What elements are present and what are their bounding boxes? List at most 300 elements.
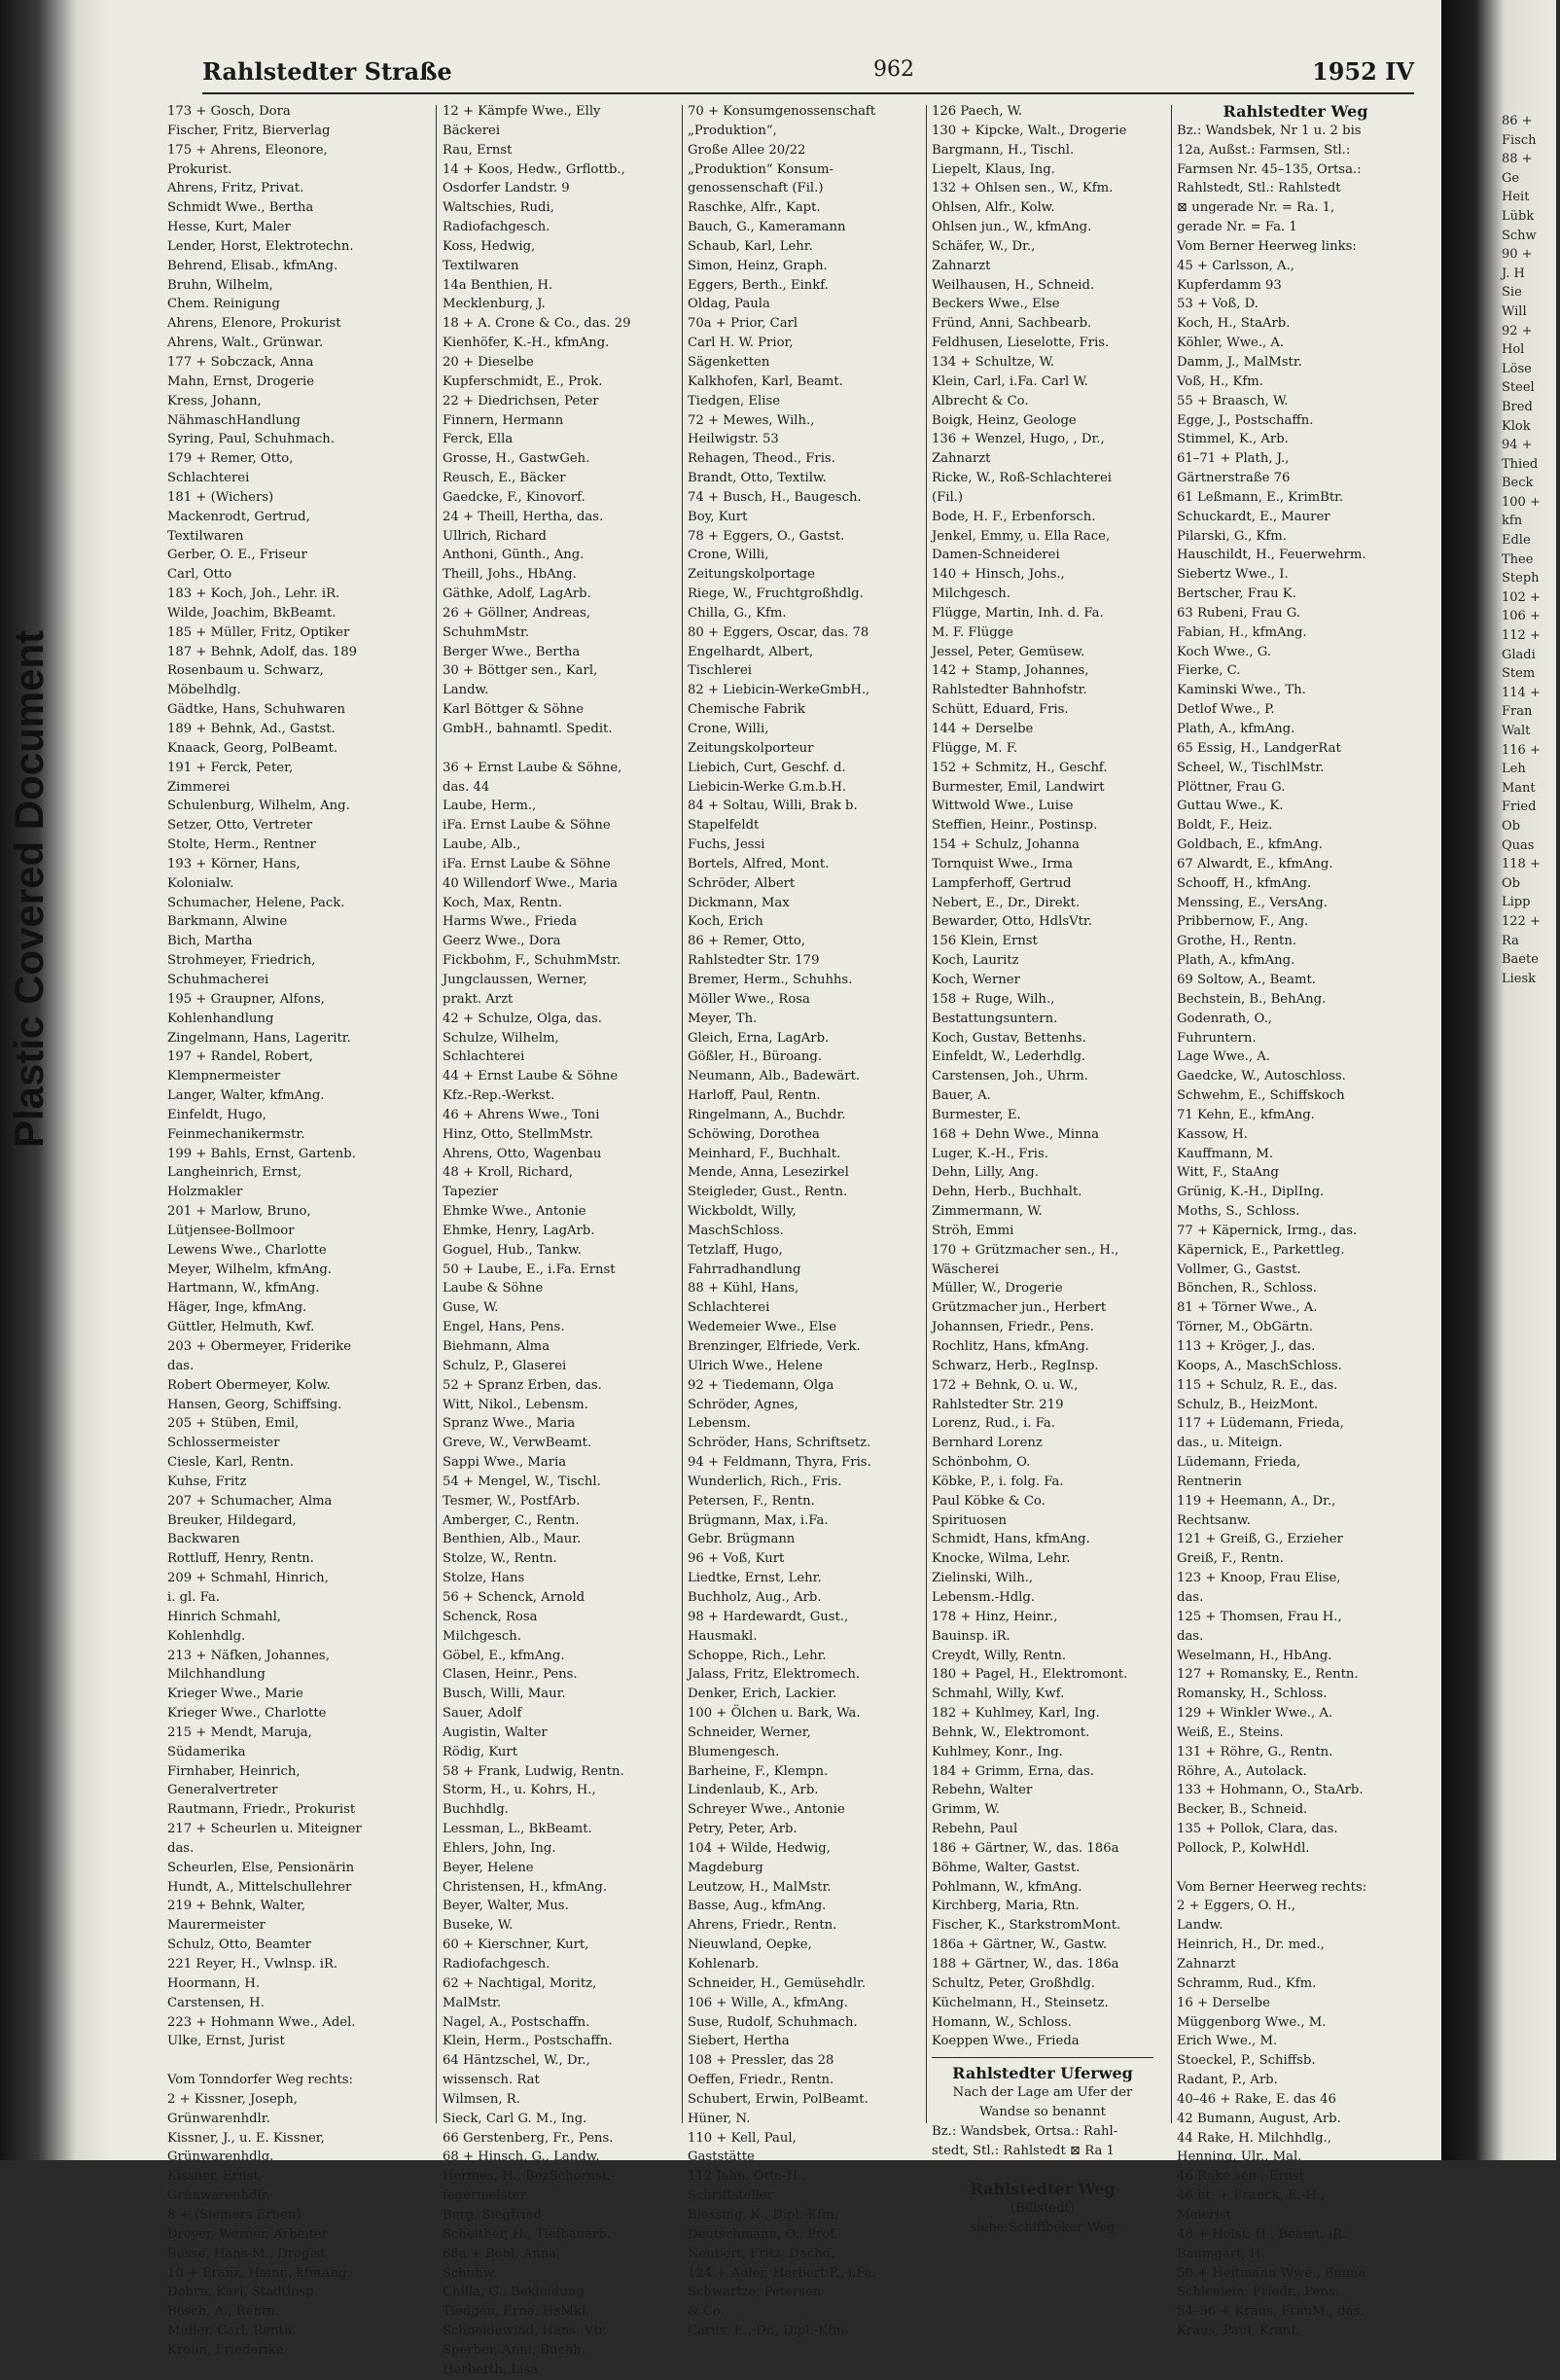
directory-entry: Petry, Peter, Arb. [688, 1822, 798, 1837]
directory-entry: Creydt, Willy, Rentn. [932, 1648, 1067, 1663]
directory-entry: Ehmke Wwe., Antonie [443, 1204, 586, 1220]
directory-entry: Lütjensee-Bollmoor [167, 1223, 295, 1238]
directory-entry: Wilmsen, R. [443, 2091, 520, 2107]
directory-entry: Kohlenarb. [688, 1957, 760, 1971]
directory-entry: 48 + Kroll, Richard, [443, 1165, 573, 1181]
directory-entry: Rödig, Kurt [443, 1744, 518, 1759]
directory-entry: Bortels, Alfred, Mont. [688, 856, 830, 871]
adjacent-entry-fragment: J. H [1502, 266, 1525, 281]
adjacent-entry-fragment: Stem [1502, 666, 1536, 682]
street-heading: Rahlstedter Uferweg [952, 2064, 1133, 2083]
directory-entry: Ahrens, Friedr., Rentn. [688, 1918, 837, 1934]
directory-entry: Schwehm, E., Schiffskoch [1177, 1088, 1345, 1104]
directory-entry: Ferck, Ella [443, 432, 514, 447]
directory-entry: Bewarder, Otto, HdlsVtr. [932, 914, 1092, 930]
directory-entry: Lorenz, Rud., i. Fa. [932, 1416, 1055, 1432]
directory-entry: Greiß, F., Rentn. [1177, 1551, 1284, 1567]
page-header [202, 53, 1414, 94]
adjacent-entry-fragment: Steph [1502, 571, 1540, 586]
directory-entry: Ehmke, Henry, LagArb. [443, 1223, 595, 1238]
directory-entry: 132 + Ohlsen sen., W., Kfm. [932, 181, 1114, 196]
directory-entry: 209 + Schmahl, Hinrich, [167, 1571, 329, 1586]
directory-entry: Radiofachgesch. [443, 220, 550, 235]
directory-entry: 44 + Ernst Laube & Söhne [443, 1069, 619, 1084]
directory-entry: 8 + (Siemers Erben) [167, 2207, 301, 2222]
directory-entry: Gerber, O. E., Friseur [167, 548, 307, 563]
directory-entry: Milchgesch. [932, 586, 1010, 602]
directory-entry: Kress, Johann, [167, 393, 262, 409]
directory-entry: 42 + Schulze, Olga, das. [443, 1011, 602, 1026]
directory-entry: Ulrich Wwe., Helene [688, 1358, 823, 1373]
directory-entry: das. [1177, 1628, 1204, 1644]
adjacent-entry-fragment: Gladi [1502, 647, 1536, 662]
directory-entry: Behrend, Elisab., kfmAng. [167, 258, 338, 273]
directory-entry: Koops, A., MaschSchloss. [1177, 1358, 1342, 1373]
directory-entry: Lessman, L., BkBeamt. [443, 1822, 592, 1837]
directory-entry: 40 Willendorf Wwe., Maria [443, 875, 618, 891]
directory-entry: 156 Klein, Ernst [932, 934, 1038, 949]
directory-entry: das., u. Miteign. [1177, 1436, 1283, 1451]
directory-entry: Basse, Aug., kfmAng. [688, 1899, 827, 1914]
directory-entry: 203 + Obermeyer, Friderike [167, 1339, 352, 1354]
directory-entry: 186 + Gärtner, W., das. 186a [932, 1840, 1119, 1856]
directory-entry: Südamerika [167, 1744, 246, 1759]
directory-entry: Clasen, Heinr., Pens. [443, 1667, 578, 1683]
adjacent-entry-fragment: Ge [1502, 170, 1520, 186]
directory-entry: 154 + Schulz, Johanna [932, 837, 1080, 853]
directory-entry: Häger, Inge, kfmAng. [167, 1300, 307, 1316]
directory-entry: Hansen, Georg, Schiffsing. [167, 1397, 342, 1412]
directory-entry [1177, 1859, 1414, 1878]
directory-entry: Textilwaren [443, 258, 519, 273]
directory-entry: 68 + Hinsch, G., Landw. [443, 2149, 600, 2165]
directory-entry: Klein, Herm., Postschaffn. [443, 2034, 613, 2049]
directory-entry: Rahlstedter Bahnhofstr. [932, 683, 1087, 698]
directory-entry: 14 + Koos, Hedw., Grflottb., [443, 161, 625, 177]
column-4 [932, 102, 1153, 2235]
directory-entry: Gleich, Erna, LagArb. [688, 1030, 830, 1046]
directory-entry: Zingelmann, Hans, Lageritr. [167, 1030, 351, 1046]
directory-entry: Ricke, W., Roß-Schlachterei [932, 471, 1112, 486]
adjacent-page-text [1502, 112, 1560, 988]
directory-entry: ⊠ ungerade Nr. = Ra. 1, [1177, 200, 1335, 216]
directory-entry: Schriftsteller [688, 2188, 774, 2204]
header-street-name: Rahlstedter Straße [202, 57, 452, 86]
header-year: 1952 IV [1312, 57, 1414, 86]
street-heading: Rahlstedter Weg [1223, 102, 1368, 121]
directory-entry: 48 + Holst, H., Beamt. iR. [1177, 2226, 1347, 2242]
directory-entry: Moths, S., Schloss. [1177, 1204, 1300, 1220]
directory-entry: Biehmann, Alma [443, 1339, 550, 1354]
directory-entry: Schöwing, Dorothea [688, 1126, 820, 1142]
directory-entry: Chemische Fabrik [688, 702, 805, 718]
directory-entry: 96 + Voß, Kurt [688, 1551, 785, 1567]
directory-entry: 12a, Außst.: Farmsen, Stl.: [1177, 142, 1351, 158]
directory-entry: Hauschildt, H., Feuerwehrm. [1177, 548, 1366, 563]
directory-entry: 127 + Romansky, E., Rentn. [1177, 1667, 1359, 1683]
directory-entry: Beckers Wwe., Else [932, 297, 1060, 312]
directory-entry: Schneider, Werner, [688, 1724, 811, 1740]
directory-entry: 74 + Busch, H., Baugesch. [688, 489, 862, 505]
column-1 [167, 102, 389, 2358]
directory-entry: Weselmann, H., HbAng. [1177, 1648, 1332, 1663]
directory-entry: Fierke, C. [1177, 663, 1241, 679]
directory-entry: Ahrens, Elenore, Prokurist [167, 316, 341, 332]
directory-entry: 180 + Pagel, H., Elektromont. [932, 1667, 1128, 1683]
directory-entry: 106 + Wille, A., kfmAng. [688, 1995, 848, 2010]
adjacent-entry-fragment: 112 + [1502, 628, 1541, 644]
directory-entry: 42 Bumann, August, Arb. [1177, 2111, 1341, 2126]
directory-entry: Dehn, Herb., Buchhalt. [932, 1185, 1082, 1200]
directory-entry: Koch, H., StaArb. [1177, 316, 1291, 332]
directory-entry: Voß, H., Kfm. [1177, 373, 1263, 389]
directory-entry: Busch, Willi, Maur. [443, 1687, 566, 1702]
directory-entry: Witt, Nikol., Lebensm. [443, 1397, 588, 1412]
directory-entry: Scheel, W., TischlMstr. [1177, 760, 1325, 775]
adjacent-entry-fragment: Schw [1502, 228, 1537, 243]
directory-entry: Schwartze, Petersen [688, 2285, 822, 2300]
directory-entry: Müggenborg Wwe., M. [1177, 2014, 1327, 2030]
directory-entry: 113 + Kröger, J., das. [1177, 1339, 1316, 1354]
directory-entry: Neumann, Alb., Badewärt. [688, 1069, 861, 1084]
directory-entry: Meyer, Th. [688, 1011, 758, 1026]
directory-entry: Schleelein, Friedr., Pens. [1177, 2285, 1339, 2300]
adjacent-entry-fragment: Klok [1502, 418, 1531, 434]
directory-entry: 110 + Kell, Paul, [688, 2130, 797, 2146]
directory-entry: Wunderlich, Rich., Fris. [688, 1474, 842, 1489]
directory-entry: Bruhn, Wilhelm, [167, 277, 273, 293]
adjacent-entry-fragment: 88 + [1502, 152, 1533, 167]
directory-entry: Schneider, H., Gemüsehdlr. [688, 1975, 867, 1991]
directory-entry: Fischer, Fritz, Bierverlag [167, 123, 331, 138]
directory-entry: Ulke, Ernst, Jurist [167, 2034, 285, 2049]
directory-entry: 178 + Hinz, Heinr., [932, 1609, 1058, 1624]
directory-entry: Grosse, H., GastwGeh. [443, 451, 590, 467]
directory-entry: 136 + Wenzel, Hugo, , Dr., [932, 432, 1105, 447]
directory-entry: Kissner, Ernst, [167, 2169, 263, 2185]
directory-entry: Plath, A., kfmAng. [1177, 722, 1295, 736]
directory-entry: Meierist [1177, 2207, 1231, 2222]
directory-entry: Tornquist Wwe., Irma [932, 856, 1074, 871]
adjacent-entry-fragment: Bred [1502, 399, 1533, 414]
directory-entry: Krohn, Friederike [167, 2342, 284, 2358]
directory-entry: Rehagen, Theod., Fris. [688, 451, 835, 467]
directory-entry: Schulz, Otto, Beamter [167, 1937, 311, 1953]
directory-entry: Güttler, Helmuth, Kwf. [167, 1320, 315, 1335]
directory-entry: Barkmann, Alwine [167, 914, 288, 930]
directory-entry: Zahnarzt [1177, 1957, 1236, 1971]
directory-entry: Kauffmann, M. [1177, 1146, 1274, 1161]
directory-entry: 67 Alwardt, E., kfmAng. [1177, 856, 1333, 871]
directory-entry: Harms Wwe., Frieda [443, 914, 578, 930]
directory-entry: Lage Wwe., A. [1177, 1049, 1270, 1065]
directory-entry: Berger Wwe., Bertha [443, 644, 581, 659]
directory-entry: 70a + Prior, Carl [688, 316, 798, 332]
column-3 [688, 102, 909, 2339]
directory-entry: Nebert, E., Dr., Direkt. [932, 895, 1081, 910]
directory-entry: Oldag, Paula [688, 297, 770, 312]
directory-entry: Karl Böttger & Söhne [443, 702, 585, 718]
directory-entry: Lindenlaub, K., Arb. [688, 1783, 819, 1798]
directory-entry: Jungclaussen, Werner, [443, 972, 587, 987]
directory-entry: Fahrradhandlung [688, 1261, 801, 1277]
directory-entry: Spranz Wwe., Maria [443, 1416, 576, 1432]
directory-entry: Farmsen Nr. 45–135, Ortsa.: [1177, 161, 1362, 177]
directory-entry: Amberger, C., Rentn. [443, 1512, 580, 1528]
directory-entry: Laube & Söhne [443, 1281, 544, 1297]
directory-entry: 201 + Marlow, Bruno, [167, 1204, 311, 1220]
directory-entry: Wedemeier Wwe., Else [688, 1320, 836, 1335]
directory-entry: Koch, Erich [688, 914, 763, 930]
directory-entry: Schumacher, Helene, Pack. [167, 895, 345, 910]
adjacent-entry-fragment: Ra [1502, 933, 1519, 948]
directory-entry: Schoppe, Rich., Lehr. [688, 1648, 827, 1663]
directory-entry: Schlossermeister [167, 1436, 280, 1451]
directory-entry: Koch, Max, Rentn. [443, 895, 563, 910]
directory-entry: 66 Gerstenberg, Fr., Pens. [443, 2130, 614, 2146]
directory-entry: Lewens Wwe., Charlotte [167, 1242, 327, 1258]
directory-entry: Flügge, Martin, Inh. d. Fa. [932, 605, 1104, 621]
street-note: Nach der Lage am Ufer der [952, 2085, 1133, 2101]
adjacent-entry-fragment: Lipp [1502, 895, 1531, 910]
directory-entry: Sperber, Anni, Buchh. [443, 2342, 585, 2358]
section-rule [932, 2057, 1153, 2064]
directory-entry: Fabian, H., kfmAng. [1177, 624, 1307, 640]
directory-entry: Ohlsen, Alfr., Kolw. [932, 200, 1055, 216]
directory-entry: 125 + Thomsen, Frau H., [1177, 1609, 1342, 1624]
directory-entry: Bz.: Wandsbek, Ortsa.: Rahl- [932, 2123, 1118, 2139]
directory-entry: Vom Tonndorfer Weg rechts: [167, 2073, 353, 2088]
directory-entry: Bich, Martha [167, 934, 253, 949]
directory-entry: 64 Häntzschel, W., Dr., [443, 2053, 590, 2069]
directory-entry: Liedtke, Ernst, Lehr. [688, 1571, 822, 1586]
directory-entry: 81 + Törner Wwe., A. [1177, 1300, 1318, 1316]
column-2 [443, 102, 664, 2377]
directory-entry: 100 + Ölchen u. Bark, Wa. [688, 1706, 861, 1722]
directory-entry: 88 + Kühl, Hans, [688, 1281, 799, 1297]
directory-entry: Pribbernow, F., Ang. [1177, 914, 1309, 930]
directory-entry: Schlachterei [688, 1300, 770, 1316]
directory-entry: Berg, Siegfried [443, 2207, 542, 2222]
directory-entry: Egge, J., Postschaffn. [1177, 412, 1314, 428]
directory-entry: Storm, H., u. Kohrs, H., [443, 1783, 596, 1798]
directory-entry: Stoeckel, P., Schiffsb. [1177, 2053, 1316, 2069]
directory-entry: & Co. [688, 2304, 725, 2320]
directory-entry: Greve, W., VerwBeamt. [443, 1436, 592, 1451]
directory-entry: Rau, Ernst [443, 142, 513, 158]
directory-entry: Baumgart, H. [1177, 2246, 1265, 2261]
directory-entry: Engel, Hans, Pens. [443, 1320, 565, 1335]
directory-entry: 50 + Laube, E., i.Fa. Ernst [443, 1261, 616, 1277]
adjacent-entry-fragment: Lübk [1502, 208, 1535, 224]
directory-entry: Leutzow, H., MalMstr. [688, 1879, 832, 1895]
directory-entry: Zeitungskolporteur [688, 740, 814, 756]
directory-entry [443, 739, 664, 759]
directory-entry: Tischlerei [688, 663, 753, 679]
directory-entry: Käpernick, E., Parkettleg. [1177, 1242, 1345, 1258]
directory-entry: Rahlstedt, Stl.: Rahlstedt [1177, 181, 1341, 196]
directory-entry: 71 Kehn, E., kfmAng. [1177, 1107, 1315, 1122]
directory-entry: Setzer, Otto, Vertreter [167, 818, 313, 834]
directory-entry: Ströh, Emmi [932, 1223, 1014, 1238]
directory-entry: Jalass, Fritz, Elektromech. [688, 1667, 861, 1683]
directory-entry: das. [167, 1358, 195, 1373]
directory-entry: Fickbohm, F., SchuhmMstr. [443, 953, 621, 969]
directory-entry: Mecklenburg, J. [443, 297, 546, 312]
directory-entry: wissensch. Rat [443, 2073, 540, 2088]
directory-entry: Becker, B., Schneid. [1177, 1802, 1308, 1818]
directory-entry: Simon, Heinz, Graph. [688, 258, 828, 273]
directory-entry: Müller, W., Drogerie [932, 1281, 1063, 1297]
directory-entry: 131 + Röhre, G., Rentn. [1177, 1744, 1333, 1759]
directory-entry: Schubert, Erwin, PolBeamt. [688, 2091, 869, 2107]
directory-entry: Mackenrodt, Gertrud, [167, 509, 310, 524]
directory-entry: Schenck, Rosa [443, 1609, 538, 1624]
directory-entry: Geerz Wwe., Dora [443, 934, 561, 949]
directory-entry: Stolze, W., Rentn. [443, 1551, 557, 1567]
street-note: siehe Schiffbeker Weg [970, 2220, 1116, 2235]
directory-entry: Stolte, Herm., Rentner [167, 837, 316, 853]
directory-entry: 199 + Bahls, Ernst, Gartenb. [167, 1146, 356, 1161]
directory-entry: Osdorfer Landstr. 9 [443, 181, 570, 196]
directory-entry: Grothe, H., Rentn. [1177, 934, 1297, 949]
directory-entry: 134 + Schultze, W. [932, 354, 1055, 370]
directory-entry: Tesmer, W., PostfArb. [443, 1493, 581, 1509]
directory-entry: Vom Berner Heerweg links: [1177, 238, 1357, 254]
directory-entry: Lüdemann, Frieda, [1177, 1455, 1301, 1471]
directory-entry: 20 + Dieselbe [443, 354, 534, 370]
directory-entry: Schröder, Agnes, [688, 1397, 798, 1412]
directory-entry: Wittwold Wwe., Luise [932, 799, 1074, 814]
directory-entry: Burmester, E. [932, 1107, 1021, 1122]
directory-entry: 187 + Behnk, Adolf, das. 189 [167, 644, 358, 659]
directory-entry: Blessing, K., Dipl.-Kfm. [688, 2207, 838, 2222]
directory-entry: Reusch, E., Bäcker [443, 471, 566, 486]
adjacent-entry-fragment: Leh [1502, 762, 1526, 777]
directory-entry: Koch, Lauritz [932, 953, 1019, 969]
directory-entry: Detlof Wwe., P. [1177, 702, 1275, 718]
directory-entry: Bösch, A., Rentn. [167, 2304, 279, 2320]
directory-entry: Suse, Rudolf, Schuhmach. [688, 2014, 858, 2030]
adjacent-entry-fragment: 86 + [1502, 114, 1533, 128]
directory-entry: 130 + Kipcke, Walt., Drogerie [932, 123, 1127, 138]
directory-entry: 2 + Kissner, Joseph, [167, 2091, 298, 2107]
directory-entry: Johannsen, Friedr., Pens. [932, 1320, 1094, 1335]
directory-entry: Törner, M., ObGärtn. [1177, 1320, 1314, 1335]
directory-entry: Lebensm.-Hdlg. [932, 1589, 1036, 1605]
directory-entry: Beyer, Walter, Mus. [443, 1899, 569, 1914]
directory-entry: Rebehn, Walter [932, 1783, 1033, 1798]
directory-entry: 168 + Dehn Wwe., Minna [932, 1126, 1099, 1142]
directory-entry: Laube, Herm., [443, 799, 537, 814]
directory-entry: 115 + Schulz, R. E., das. [1177, 1377, 1338, 1393]
directory-entry: Guttau Wwe., K. [1177, 799, 1284, 814]
directory-entry: Landw. [443, 683, 489, 698]
directory-entry: 46 Rake sen., Ernst [1177, 2169, 1305, 2185]
directory-entry: Benthien, Alb., Maur. [443, 1532, 582, 1547]
directory-entry: Milchgesch. [443, 1628, 521, 1644]
directory-entry: Henning, Ulr., Mal. [1177, 2149, 1302, 2165]
directory-entry: Schütt, Eduard, Fris. [932, 702, 1069, 718]
directory-entry: Stolze, Hans [443, 1571, 525, 1586]
directory-entry: 12 + Kämpfe Wwe., Elly [443, 104, 601, 119]
directory-entry: Kuhse, Fritz [167, 1474, 247, 1489]
directory-entry: 195 + Graupner, Alfons, [167, 991, 325, 1007]
directory-entry: Koeppen Wwe., Frieda [932, 2034, 1080, 2049]
directory-entry: Fischer, K., StarkstromMont. [932, 1918, 1121, 1934]
directory-entry: GmbH., bahnamtl. Spedit. [443, 722, 613, 736]
directory-entry: Einfeldt, W., Lederhdlg. [932, 1049, 1086, 1065]
adjacent-entry-fragment: Fried [1502, 799, 1537, 815]
directory-entry: 40–46 + Rake, E. das 46 [1177, 2091, 1336, 2107]
directory-entry: Schlachterei [443, 1049, 525, 1065]
directory-entry: gerade Nr. = Fa. 1 [1177, 220, 1297, 235]
directory-entry: 219 + Behnk, Walter, [167, 1899, 306, 1914]
directory-entry: Grünwarenhdlr. [167, 2188, 270, 2204]
directory-entry: 119 + Heemann, A., Dr., [1177, 1493, 1336, 1509]
directory-entry: Plath, A., kfmAng. [1177, 953, 1295, 969]
adjacent-entry-fragment: Thied [1502, 456, 1539, 472]
directory-entry: 62 + Nachtigal, Moritz, [443, 1975, 597, 1991]
adjacent-entry-fragment: Ob [1502, 875, 1520, 891]
directory-entry: Schreyer Wwe., Antonie [688, 1802, 845, 1818]
directory-entry: Rentnerin [1177, 1474, 1242, 1489]
directory-entry: Rautmann, Friedr., Prokurist [167, 1802, 356, 1818]
directory-entry: 30 + Böttger sen., Karl, [443, 663, 598, 679]
directory-entry: Steigleder, Gust., Rentn. [688, 1185, 848, 1200]
adjacent-entry-fragment: Hol [1502, 342, 1525, 358]
directory-entry: 191 + Ferck, Peter, [167, 760, 294, 775]
directory-entry: Ehlers, John, Ing. [443, 1840, 556, 1856]
directory-entry: Schmidt, Hans, kfmAng. [932, 1532, 1090, 1547]
adjacent-entry-fragment: 100 + [1502, 494, 1541, 510]
directory-entry: Schmahl, Willy, Kwf. [932, 1687, 1065, 1702]
adjacent-entry-fragment: Fisch [1502, 132, 1537, 148]
adjacent-entry-fragment: Mant [1502, 780, 1536, 796]
directory-entry: Heilwigstr. 53 [688, 432, 779, 447]
directory-entry: 70 + Konsumgenossenschaft [688, 104, 876, 119]
directory-entry: Kirchberg, Maria, Rtn. [932, 1899, 1080, 1914]
directory-entry: Plöttner, Frau G. [1177, 779, 1286, 795]
directory-entry: Engelhardt, Albert, [688, 644, 814, 659]
directory-entry: Pollock, P., KolwHdl. [1177, 1840, 1310, 1856]
directory-entry: Schaub, Karl, Lehr. [688, 238, 813, 254]
directory-entry: Zimmermann, W. [932, 1204, 1043, 1220]
directory-entry: 170 + Grützmacher sen., H., [932, 1242, 1119, 1258]
directory-entry: Hesse, Kurt, Maler [167, 220, 291, 235]
directory-entry: 16 + Derselbe [1177, 1995, 1270, 2010]
directory-entry: das. [167, 1840, 195, 1856]
directory-entry: 77 + Käpernick, Irmg., das. [1177, 1223, 1358, 1238]
directory-entry: Carl H. W. Prior, [688, 336, 794, 351]
directory-entry: Crone, Willi, [688, 548, 769, 563]
directory-entry: 177 + Sobczack, Anna [167, 354, 314, 370]
directory-entry: 46 + Ahrens Wwe., Toni [443, 1107, 600, 1122]
directory-entry: Sappi Wwe., Maria [443, 1455, 567, 1471]
directory-entry: Buseke, W. [443, 1918, 514, 1934]
directory-entry: Sägenketten [688, 354, 770, 370]
directory-entry: Röhre, A., Autolack. [1177, 1763, 1307, 1779]
directory-entry: 185 + Müller, Fritz, Optiker [167, 624, 350, 640]
directory-entry: Steffien, Heinr., Postinsp. [932, 818, 1098, 834]
directory-entry: Schooff, H., kfmAng. [1177, 875, 1312, 891]
directory-entry: Albrecht & Co. [932, 393, 1029, 409]
directory-entry: 92 + Tiedemann, Olga [688, 1377, 834, 1393]
directory-entry: Gößler, H., Büroang. [688, 1049, 823, 1065]
directory-entry: Crone, Willi, [688, 722, 769, 736]
directory-entry: MalMstr. [443, 1995, 502, 2010]
directory-entry: Luger, K.-H., Fris. [932, 1146, 1048, 1161]
